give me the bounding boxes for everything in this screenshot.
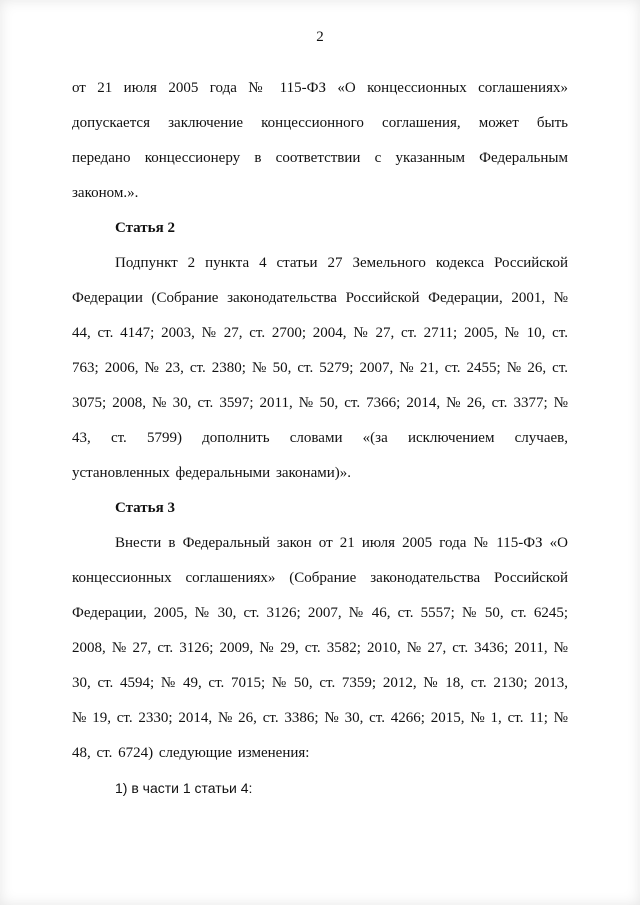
paragraph-article-2-body: Подпункт 2 пункта 4 статьи 27 Земельного кодекса Российской Федерации (Собрание законодательства Российской Федерации, 2001, № 44, ст. 4147; 2003, № 27, ст. 2700; 2004, № 27, ст. 2711; 2005, № 10, ст. 763; 2006, № 23, ст. 2380; № 50, ст. 5279; 2007, № 21, ст. 2455; № 26, ст. 3075; 2008, № 30, ст. 3597; 2011, № 50, ст. 7366; 2014, № 26, ст. 3377; № 43, ст. 5799) дополнить словами «(за исключением случаев, установленных федеральными законами)». [72, 255, 568, 481]
article-3-heading: Статья 3 [115, 500, 175, 516]
page-number: 2 [316, 29, 324, 45]
paragraph-law-continuation: от 21 июля 2005 года № 115-ФЗ «О концессионных соглашениях» допускается заключение концессионного соглашения, может быть передано концессионеру в соответствии с указанным Федеральным законом.». [72, 80, 568, 201]
paragraph-article-3-body: Внести в Федеральный закон от 21 июля 2005 года № 115-ФЗ «О концессионных соглашениях» (Собрание законодательства Российской Федерации, 2005, № 30, ст. 3126; 2007, № 46, ст. 5557; № 50, ст. 6245; 2008, № 27, ст. 3126; 2009, № 29, ст. 3582; 2010, № 27, ст. 3436; 2011, № 30, ст. 4594; № 49, ст. 7015; № 50, ст. 7359; 2012, № 18, ст. 2130; 2013, № 19, ст. 2330; 2014, № 26, ст. 3386; № 30, ст. 4266; 2015, № 1, ст. 11; № 48, ст. 6724) следующие изменения: [72, 535, 568, 761]
article-2-heading: Статья 2 [115, 220, 175, 236]
list-item-part-1-article-4: 1) в части 1 статьи 4: [115, 780, 253, 796]
